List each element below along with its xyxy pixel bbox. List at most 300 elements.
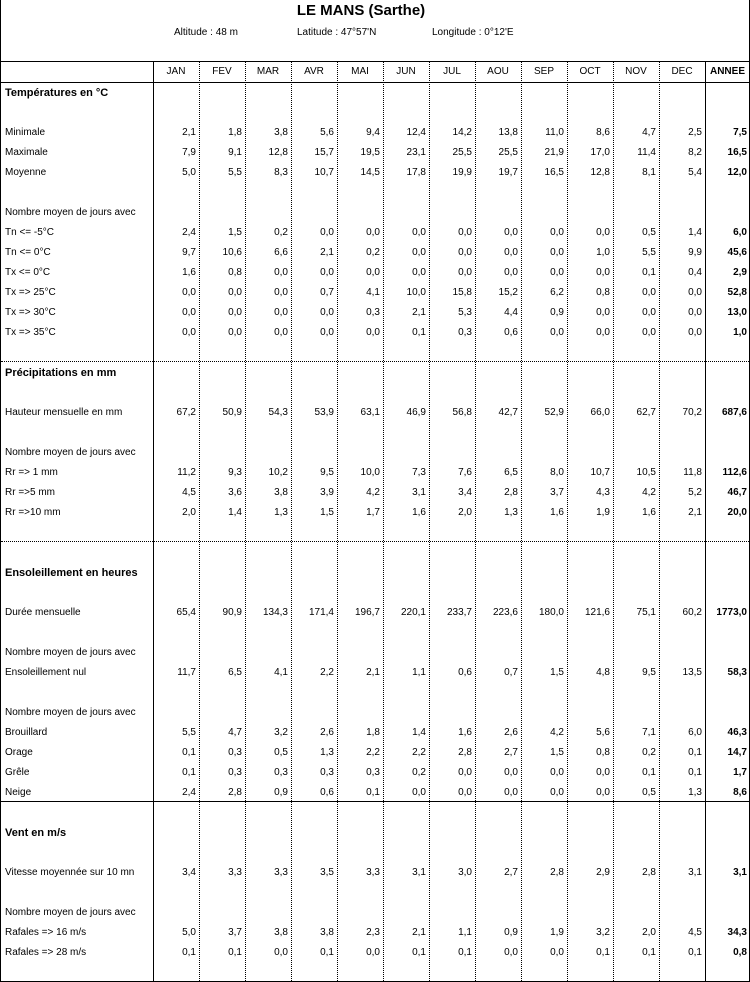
month-value-cell: 52,9 (544, 407, 564, 418)
month-value-cell: 5,0 (182, 167, 196, 178)
month-value-cell: 8,0 (550, 467, 564, 478)
month-value-cell: 0,9 (274, 787, 288, 798)
month-value-cell: 2,1 (320, 247, 334, 258)
annual-value-cell: 1,7 (733, 767, 747, 778)
month-value-cell: 11,8 (683, 467, 702, 478)
row-label: Nombre moyen de jours avec (5, 707, 136, 718)
row-label: Ensoleillement nul (5, 667, 87, 678)
month-value-cell: 17,8 (406, 167, 426, 178)
month-value-cell: 0,1 (642, 947, 656, 958)
month-value-cell: 4,5 (688, 927, 702, 938)
month-value-cell: 0,1 (688, 947, 702, 958)
month-value-cell: 63,1 (360, 407, 380, 418)
month-value-cell: 10,2 (268, 467, 288, 478)
month-value-cell: 0,1 (688, 767, 702, 778)
month-value-cell: 2,1 (412, 927, 426, 938)
month-value-cell: 5,0 (182, 927, 196, 938)
column-header-dec: DEC (671, 66, 693, 77)
month-value-cell: 3,0 (458, 867, 472, 878)
month-value-cell: 0,0 (274, 287, 288, 298)
month-value-cell: 2,1 (412, 307, 426, 318)
month-value-cell: 134,3 (262, 607, 288, 618)
month-value-cell: 53,9 (314, 407, 334, 418)
month-value-cell: 1,6 (182, 267, 196, 278)
month-value-cell: 90,9 (222, 607, 242, 618)
month-value-cell: 0,0 (228, 327, 242, 338)
month-value-cell: 0,3 (228, 747, 242, 758)
month-value-cell: 19,7 (498, 167, 518, 178)
month-value-cell: 1,6 (642, 507, 656, 518)
column-header-nov: NOV (625, 66, 647, 77)
month-value-cell: 1,4 (688, 227, 702, 238)
month-value-cell: 0,0 (550, 787, 564, 798)
month-value-cell: 0,7 (504, 667, 518, 678)
month-value-cell: 6,6 (274, 247, 288, 258)
month-value-cell: 0,0 (320, 307, 334, 318)
row-label: Minimale (5, 127, 46, 138)
month-value-cell: 3,8 (274, 127, 288, 138)
annual-value-cell: 52,8 (727, 287, 747, 298)
column-header-jun: JUN (396, 66, 416, 77)
month-value-cell: 0,0 (366, 267, 380, 278)
month-value-cell: 9,5 (642, 667, 656, 678)
month-value-cell: 0,0 (688, 307, 702, 318)
month-value-cell: 3,8 (274, 487, 288, 498)
month-value-cell: 8,6 (596, 127, 610, 138)
month-value-cell: 4,1 (366, 287, 380, 298)
month-value-cell: 4,2 (550, 727, 564, 738)
month-value-cell: 0,1 (642, 267, 656, 278)
column-divider (613, 61, 614, 981)
month-value-cell: 0,0 (228, 307, 242, 318)
month-value-cell: 196,7 (354, 607, 380, 618)
row-separator (1, 541, 750, 542)
row-label: Rafales => 16 m/s (5, 927, 87, 938)
month-value-cell: 0,0 (320, 267, 334, 278)
month-value-cell: 0,0 (596, 327, 610, 338)
annual-value-cell: 7,5 (733, 127, 747, 138)
row-label: Durée mensuelle (5, 607, 81, 618)
month-value-cell: 10,7 (314, 167, 334, 178)
row-separator (1, 361, 750, 362)
month-value-cell: 0,0 (458, 787, 472, 798)
month-value-cell: 0,5 (274, 747, 288, 758)
month-value-cell: 0,1 (458, 947, 472, 958)
month-value-cell: 3,3 (274, 867, 288, 878)
row-label: Nombre moyen de jours avec (5, 207, 136, 218)
month-value-cell: 13,8 (498, 127, 518, 138)
row-label: Rr => 1 mm (5, 467, 58, 478)
month-value-cell: 1,3 (274, 507, 288, 518)
month-value-cell: 2,2 (320, 667, 334, 678)
month-value-cell: 62,7 (636, 407, 656, 418)
month-value-cell: 67,2 (176, 407, 196, 418)
month-value-cell: 3,1 (412, 487, 426, 498)
month-value-cell: 10,6 (222, 247, 242, 258)
month-value-cell: 0,0 (320, 227, 334, 238)
month-value-cell: 0,7 (320, 287, 334, 298)
month-value-cell: 17,0 (590, 147, 610, 158)
month-value-cell: 2,2 (412, 747, 426, 758)
column-header-jul: JUL (443, 66, 461, 77)
month-value-cell: 223,6 (492, 607, 518, 618)
column-divider (521, 61, 522, 981)
month-value-cell: 1,6 (412, 507, 426, 518)
month-value-cell: 2,7 (504, 747, 518, 758)
month-value-cell: 3,8 (274, 927, 288, 938)
month-value-cell: 0,0 (504, 787, 518, 798)
month-value-cell: 0,1 (366, 787, 380, 798)
month-value-cell: 220,1 (400, 607, 426, 618)
section-title: Températures en °C (5, 87, 109, 99)
month-value-cell: 25,5 (498, 147, 518, 158)
annual-value-cell: 16,5 (727, 147, 747, 158)
month-value-cell: 3,2 (596, 927, 610, 938)
month-value-cell: 1,9 (550, 927, 564, 938)
annual-value-cell: 13,0 (727, 307, 747, 318)
month-value-cell: 0,1 (596, 947, 610, 958)
month-value-cell: 233,7 (446, 607, 472, 618)
month-value-cell: 23,1 (406, 147, 426, 158)
month-value-cell: 2,8 (550, 867, 564, 878)
month-value-cell: 7,6 (458, 467, 472, 478)
annual-value-cell: 46,3 (727, 727, 747, 738)
page-title: LE MANS (Sarthe) (296, 2, 426, 19)
month-value-cell: 0,0 (504, 767, 518, 778)
month-value-cell: 1,1 (458, 927, 472, 938)
month-value-cell: 75,1 (636, 607, 656, 618)
month-value-cell: 11,0 (545, 127, 564, 138)
section-title: Vent en m/s (5, 827, 67, 839)
month-value-cell: 0,2 (412, 767, 426, 778)
month-value-cell: 19,5 (360, 147, 380, 158)
month-value-cell: 0,1 (182, 747, 196, 758)
row-label: Orage (5, 747, 33, 758)
month-value-cell: 1,4 (228, 507, 242, 518)
month-value-cell: 8,1 (642, 167, 656, 178)
column-header-mai: MAI (351, 66, 369, 77)
month-value-cell: 0,0 (504, 227, 518, 238)
month-value-cell: 1,5 (320, 507, 334, 518)
month-value-cell: 0,0 (274, 327, 288, 338)
month-value-cell: 0,1 (320, 947, 334, 958)
month-value-cell: 0,0 (366, 227, 380, 238)
column-divider (705, 61, 706, 981)
month-value-cell: 5,4 (688, 167, 702, 178)
month-value-cell: 2,0 (182, 507, 196, 518)
month-value-cell: 4,2 (366, 487, 380, 498)
row-label: Nombre moyen de jours avec (5, 447, 136, 458)
month-value-cell: 2,8 (504, 487, 518, 498)
month-value-cell: 70,2 (682, 407, 702, 418)
column-divider (291, 61, 292, 981)
month-value-cell: 0,0 (688, 327, 702, 338)
month-value-cell: 8,2 (688, 147, 702, 158)
month-value-cell: 3,5 (320, 867, 334, 878)
row-label: Brouillard (5, 727, 48, 738)
month-value-cell: 0,0 (412, 787, 426, 798)
month-value-cell: 1,5 (228, 227, 242, 238)
month-value-cell: 0,0 (504, 267, 518, 278)
section-title: Précipitations en mm (5, 367, 117, 379)
month-value-cell: 0,3 (458, 327, 472, 338)
annual-value-cell: 20,0 (727, 507, 747, 518)
column-header-jan: JAN (166, 66, 186, 77)
month-value-cell: 0,0 (642, 327, 656, 338)
annual-value-cell: 34,3 (727, 927, 747, 938)
month-value-cell: 2,4 (182, 227, 196, 238)
month-value-cell: 0,1 (182, 767, 196, 778)
row-label: Grêle (5, 767, 30, 778)
row-label: Tx <= 0°C (5, 267, 51, 278)
annual-value-cell: 3,1 (733, 867, 747, 878)
month-value-cell: 11,4 (637, 147, 656, 158)
row-label: Vitesse moyennée sur 10 mn (5, 867, 135, 878)
month-value-cell: 4,3 (596, 487, 610, 498)
month-value-cell: 0,0 (182, 327, 196, 338)
month-value-cell: 25,5 (452, 147, 472, 158)
row-label: Neige (5, 787, 32, 798)
annual-value-cell: 112,6 (722, 467, 747, 478)
month-value-cell: 0,1 (642, 767, 656, 778)
month-value-cell: 10,0 (406, 287, 426, 298)
month-value-cell: 0,0 (504, 947, 518, 958)
column-divider (567, 61, 568, 981)
month-value-cell: 0,0 (412, 227, 426, 238)
month-value-cell: 0,0 (182, 287, 196, 298)
month-value-cell: 0,1 (688, 747, 702, 758)
column-divider (153, 61, 154, 981)
month-value-cell: 10,5 (636, 467, 656, 478)
row-label: Nombre moyen de jours avec (5, 907, 136, 918)
month-value-cell: 0,0 (550, 767, 564, 778)
month-value-cell: 0,0 (458, 267, 472, 278)
month-value-cell: 0,2 (642, 747, 656, 758)
month-value-cell: 14,5 (360, 167, 380, 178)
column-divider (383, 61, 384, 981)
month-value-cell: 2,2 (366, 747, 380, 758)
month-value-cell: 0,0 (550, 267, 564, 278)
month-value-cell: 7,3 (412, 467, 426, 478)
month-value-cell: 0,3 (274, 767, 288, 778)
month-value-cell: 0,6 (504, 327, 518, 338)
month-value-cell: 0,1 (412, 327, 426, 338)
month-value-cell: 0,0 (458, 247, 472, 258)
month-value-cell: 0,0 (458, 227, 472, 238)
column-divider (659, 61, 660, 981)
month-value-cell: 1,9 (596, 507, 610, 518)
row-label: Rafales => 28 m/s (5, 947, 87, 958)
month-value-cell: 5,5 (228, 167, 242, 178)
month-value-cell: 0,0 (366, 947, 380, 958)
month-value-cell: 1,3 (504, 507, 518, 518)
month-value-cell: 6,5 (228, 667, 242, 678)
month-value-cell: 5,5 (642, 247, 656, 258)
month-value-cell: 180,0 (538, 607, 564, 618)
month-value-cell: 0,8 (228, 267, 242, 278)
month-value-cell: 0,0 (596, 767, 610, 778)
month-value-cell: 0,0 (550, 247, 564, 258)
month-value-cell: 3,2 (274, 727, 288, 738)
section-title: Ensoleillement en heures (5, 567, 138, 579)
month-value-cell: 9,7 (182, 247, 196, 258)
month-value-cell: 0,9 (504, 927, 518, 938)
month-value-cell: 0,0 (596, 787, 610, 798)
month-value-cell: 12,4 (406, 127, 426, 138)
month-value-cell: 9,9 (688, 247, 702, 258)
month-value-cell: 0,0 (550, 947, 564, 958)
month-value-cell: 1,7 (366, 507, 380, 518)
month-value-cell: 3,1 (688, 867, 702, 878)
row-label: Tx => 35°C (5, 327, 56, 338)
annual-value-cell: 58,3 (727, 667, 747, 678)
month-value-cell: 13,5 (682, 667, 702, 678)
month-value-cell: 0,5 (642, 227, 656, 238)
annual-value-cell: 6,0 (733, 227, 747, 238)
month-value-cell: 50,9 (222, 407, 242, 418)
month-value-cell: 6,5 (504, 467, 518, 478)
month-value-cell: 11,2 (177, 467, 196, 478)
month-value-cell: 4,4 (504, 307, 518, 318)
annual-value-cell: 1773,0 (716, 607, 747, 618)
column-divider (337, 61, 338, 981)
month-value-cell: 46,9 (406, 407, 426, 418)
month-value-cell: 3,6 (228, 487, 242, 498)
column-divider (475, 61, 476, 981)
month-value-cell: 1,5 (550, 747, 564, 758)
month-value-cell: 3,7 (228, 927, 242, 938)
month-value-cell: 0,0 (504, 247, 518, 258)
month-value-cell: 1,8 (366, 727, 380, 738)
month-value-cell: 2,9 (596, 867, 610, 878)
month-value-cell: 2,6 (504, 727, 518, 738)
annual-value-cell: 687,6 (721, 407, 747, 418)
month-value-cell: 0,0 (596, 227, 610, 238)
month-value-cell: 5,3 (458, 307, 472, 318)
month-value-cell: 12,8 (268, 147, 288, 158)
month-value-cell: 0,0 (596, 307, 610, 318)
row-label: Tx => 25°C (5, 287, 56, 298)
month-value-cell: 3,3 (366, 867, 380, 878)
month-value-cell: 0,0 (366, 327, 380, 338)
month-value-cell: 19,9 (452, 167, 472, 178)
month-value-cell: 0,3 (366, 307, 380, 318)
month-value-cell: 66,0 (590, 407, 610, 418)
column-header-avr: AVR (304, 66, 324, 77)
month-value-cell: 0,0 (320, 327, 334, 338)
month-value-cell: 2,0 (642, 927, 656, 938)
month-value-cell: 7,9 (182, 147, 196, 158)
month-value-cell: 0,8 (596, 747, 610, 758)
month-value-cell: 2,8 (458, 747, 472, 758)
month-value-cell: 0,0 (274, 307, 288, 318)
month-value-cell: 0,2 (366, 247, 380, 258)
column-header-sep: SEP (533, 66, 554, 77)
row-label: Hauteur mensuelle en mm (5, 407, 123, 418)
month-value-cell: 3,1 (412, 867, 426, 878)
month-value-cell: 6,0 (688, 727, 702, 738)
month-value-cell: 0,9 (550, 307, 564, 318)
month-value-cell: 2,1 (688, 507, 702, 518)
month-value-cell: 2,3 (366, 927, 380, 938)
month-value-cell: 5,5 (182, 727, 196, 738)
column-divider (199, 61, 200, 981)
month-value-cell: 0,0 (412, 247, 426, 258)
annual-value-cell: 1,0 (733, 327, 747, 338)
month-value-cell: 3,3 (228, 867, 242, 878)
month-value-cell: 0,0 (550, 227, 564, 238)
row-label: Tn <= -5°C (5, 227, 55, 238)
month-value-cell: 0,1 (412, 947, 426, 958)
latitude-text: Latitude : 47°57'N (297, 27, 377, 38)
month-value-cell: 4,1 (274, 667, 288, 678)
month-value-cell: 0,0 (550, 327, 564, 338)
month-value-cell: 42,7 (498, 407, 518, 418)
column-header-annee: ANNEE (709, 66, 745, 77)
month-value-cell: 0,0 (642, 287, 656, 298)
month-value-cell: 3,4 (182, 867, 196, 878)
month-value-cell: 2,6 (320, 727, 334, 738)
month-value-cell: 5,2 (688, 487, 702, 498)
month-value-cell: 2,1 (366, 667, 380, 678)
month-value-cell: 2,8 (642, 867, 656, 878)
month-value-cell: 0,2 (274, 227, 288, 238)
month-value-cell: 0,0 (458, 767, 472, 778)
month-value-cell: 6,2 (550, 287, 564, 298)
month-value-cell: 0,0 (228, 287, 242, 298)
row-separator (1, 82, 750, 83)
month-value-cell: 4,7 (228, 727, 242, 738)
column-header-mar: MAR (256, 66, 280, 77)
month-value-cell: 5,6 (596, 727, 610, 738)
month-value-cell: 0,0 (182, 307, 196, 318)
month-value-cell: 1,1 (412, 667, 426, 678)
month-value-cell: 0,5 (642, 787, 656, 798)
month-value-cell: 16,5 (544, 167, 564, 178)
annual-value-cell: 14,7 (727, 747, 747, 758)
month-value-cell: 11,7 (177, 667, 196, 678)
month-value-cell: 4,7 (642, 127, 656, 138)
month-value-cell: 3,7 (550, 487, 564, 498)
month-value-cell: 21,9 (544, 147, 564, 158)
month-value-cell: 1,5 (550, 667, 564, 678)
annual-value-cell: 46,7 (727, 487, 747, 498)
month-value-cell: 15,7 (314, 147, 334, 158)
column-header-oct: OCT (579, 66, 601, 77)
row-label: Rr =>10 mm (5, 507, 61, 518)
altitude-text: Altitude : 48 m (174, 27, 238, 38)
month-value-cell: 3,4 (458, 487, 472, 498)
month-value-cell: 0,6 (458, 667, 472, 678)
month-value-cell: 60,2 (682, 607, 702, 618)
annual-value-cell: 2,9 (733, 267, 747, 278)
month-value-cell: 0,0 (688, 287, 702, 298)
month-value-cell: 7,1 (642, 727, 656, 738)
month-value-cell: 4,2 (642, 487, 656, 498)
month-value-cell: 1,0 (596, 247, 610, 258)
month-value-cell: 8,3 (274, 167, 288, 178)
month-value-cell: 0,6 (320, 787, 334, 798)
row-separator (1, 801, 750, 802)
row-label: Tx => 30°C (5, 307, 56, 318)
column-header-aou: AOU (487, 66, 509, 77)
month-value-cell: 2,1 (182, 127, 196, 138)
month-value-cell: 0,3 (228, 767, 242, 778)
month-value-cell: 3,8 (320, 927, 334, 938)
month-value-cell: 54,3 (268, 407, 288, 418)
longitude-text: Longitude : 0°12'E (432, 27, 514, 38)
month-value-cell: 2,4 (182, 787, 196, 798)
